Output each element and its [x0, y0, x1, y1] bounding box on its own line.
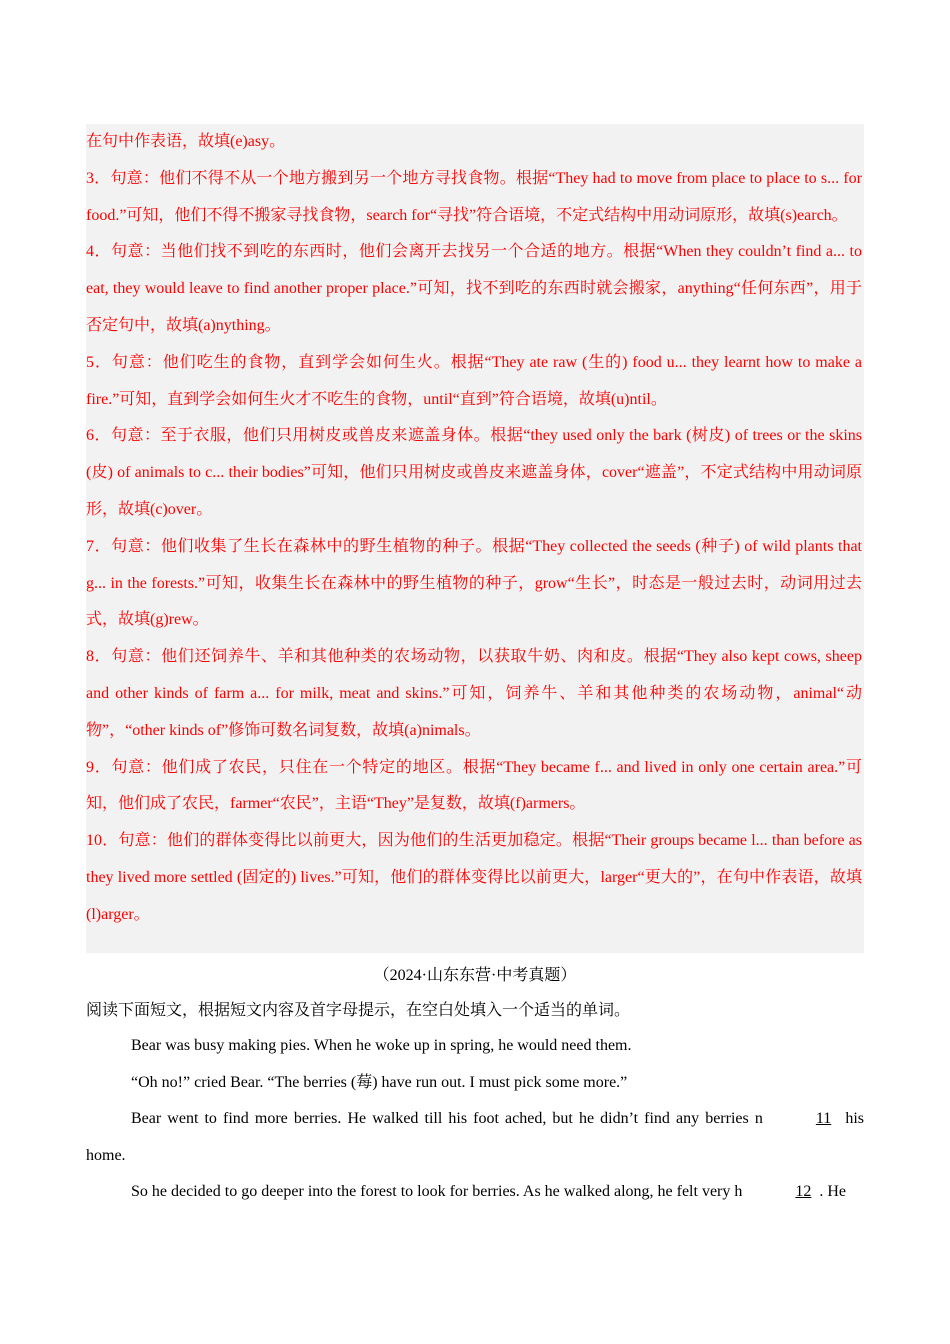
- passage-paragraph-2: “Oh no!” cried Bear. “The berries (莓) have run out. I must pick some more.”: [131, 1073, 628, 1091]
- passage-text: . He: [819, 1183, 847, 1201]
- question-source: （2024·山东东营·中考真题）: [373, 967, 577, 984]
- answer-item-4: 4．句意：当他们找不到吃的东西时，他们会离开去找另一个合适的地方。根据“When they couldn’t find a... to eat, they would leave to find another proper place.”可知，找不到吃的东西时就会搬家，anything“任何东西”，用于否定句中，故填(a)nything。: [86, 243, 862, 334]
- answer-explanations: [86, 124, 862, 934]
- answer-item-8: 8．句意：他们还饲养牛、羊和其他种类的农场动物，以获取牛奶、肉和皮。根据“They also kept cows, sheep and other kinds of farm a... for milk, meat and skins.”可知，饲养牛、羊和其他种类的农场动物，animal“动物”，“other kinds of”修饰可数名词复数，故填(a)nimals。: [86, 648, 862, 739]
- answer-item-2-end: 在句中作表语，故填(e)asy。: [86, 133, 286, 150]
- passage-paragraph-4: [86, 1174, 864, 1211]
- answer-item-6: 6．句意：至于衣服，他们只用树皮或兽皮来遮盖身体。根据“they used only the bark (树皮) of trees or the skins (皮) of animals to c... their bodies”可知，他们只用树皮或兽皮来遮盖身体，cover“遮盖”，不定式结构中用动词原形，故填(c)over。: [86, 427, 862, 518]
- answer-item-3: 3．句意：他们不得不从一个地方搬到另一个地方寻找食物。根据“They had to move from place to place to s... for food.”可知，他们不得不搬家寻找食物，search for“寻找”符合语境，不定式结构中用动词原形，故填(s)earch。: [86, 169, 862, 224]
- blank-11[interactable]: 11: [815, 1110, 832, 1128]
- passage-text: So he decided to go deeper into the forest to look for berries. As he walked along, he felt very h: [131, 1183, 743, 1201]
- question-instruction: 阅读下面短文，根据短文内容及首字母提示，在空白处填入一个适当的单词。: [86, 1002, 631, 1019]
- passage-text: his home.: [86, 1110, 865, 1164]
- answer-item-9: 9．句意：他们成了农民，只住在一个特定的地区。根据“They became f... and lived in only one certain area.”可知，他们成了农民，farmer“农民”，主语“They”是复数，故填(f)armers。: [86, 758, 862, 813]
- passage-paragraph-3: [86, 1101, 864, 1174]
- answer-item-5: 5．句意：他们吃生的食物，直到学会如何生火。根据“They ate raw (生的) food u... they learnt how to make a fire.”可知，直到学会如何生火才不吃生的食物，until“直到”符合语境，故填(u)ntil。: [86, 353, 862, 408]
- blank-12[interactable]: 12: [795, 1183, 812, 1201]
- answer-item-10: 10．句意：他们的群体变得比以前更大，因为他们的生活更加稳定。根据“Their groups became l... than before as they lived more settled (固定的) lives.”可知，他们的群体变得比以前更大，larger“更大的”，在句中作表语，故填(l)arger。: [86, 832, 862, 923]
- passage-paragraph-1: Bear was busy making pies. When he woke up in spring, he would need them.: [131, 1037, 632, 1054]
- reading-passage: [86, 1028, 864, 1211]
- answer-item-7: 7．句意：他们收集了生长在森林中的野生植物的种子。根据“They collected the seeds (种子) of wild plants that g... in the forests.”可知，收集生长在森林中的野生植物的种子，grow“生长”，时态是一般过去时，动词用过去式，故填(g)rew。: [86, 537, 862, 629]
- passage-text: Bear went to find more berries. He walked till his foot ached, but he didn’t find any berries n: [131, 1110, 763, 1128]
